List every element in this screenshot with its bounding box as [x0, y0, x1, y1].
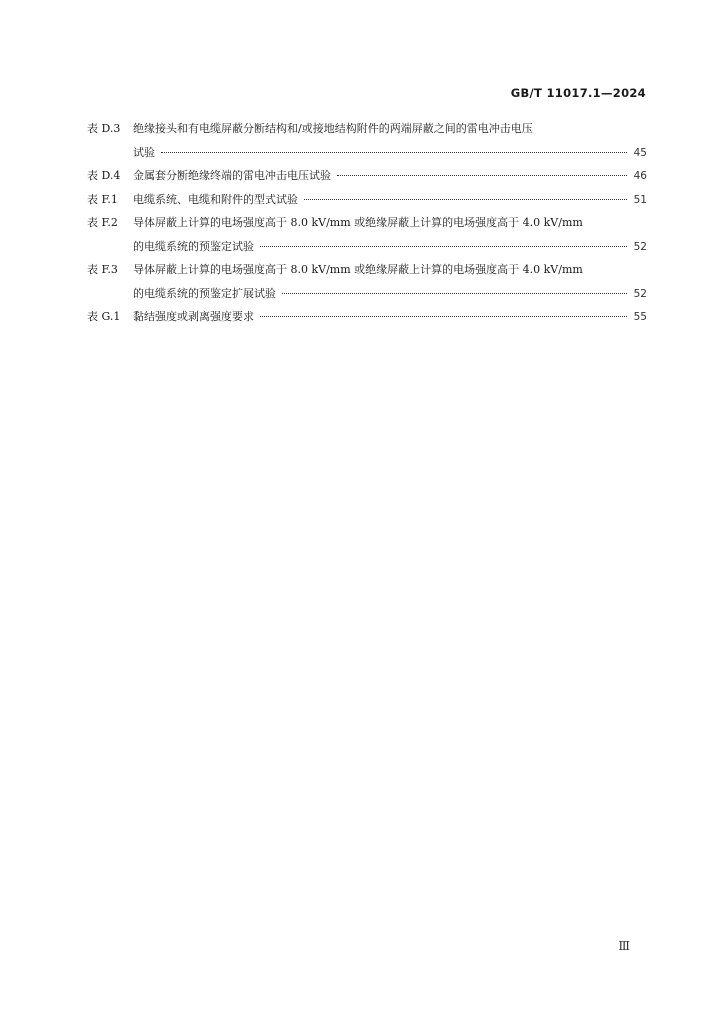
toc-entry-line	[87, 235, 647, 259]
toc-entry-table-g1[interactable]	[87, 305, 647, 329]
toc-entry-table-d3[interactable]	[87, 117, 647, 164]
toc-entry-title: 金属套分断绝缘终端的雷电冲击电压试验	[133, 169, 331, 182]
toc-entry-title-cont: 试验	[133, 145, 155, 159]
toc-entry-table-f1[interactable]	[87, 188, 647, 212]
dot-leader	[337, 165, 627, 176]
dot-leader	[260, 236, 627, 247]
toc-entry-table-f2[interactable]	[87, 211, 647, 258]
toc-entry-line	[87, 282, 647, 306]
toc-entry-title: 黏结强度或剥离强度要求	[133, 310, 254, 323]
toc-entry-table-d4[interactable]	[87, 164, 647, 188]
dot-leader	[260, 306, 627, 317]
toc-entry-title: 电缆系统、电缆和附件的型式试验	[133, 192, 298, 206]
toc-entry-title: 导体屏蔽上计算的电场强度高于 8.0 kV/mm 或绝缘屏蔽上计算的电场强度高于 4.0 kV/mm	[133, 216, 583, 229]
toc-entry-page: 52	[633, 287, 647, 300]
table-of-contents	[87, 117, 647, 329]
toc-entry-label: 表 G.1	[87, 310, 121, 323]
toc-entry-page: 52	[633, 240, 647, 253]
toc-entry-line	[87, 188, 647, 212]
toc-entry-title: 导体屏蔽上计算的电场强度高于 8.0 kV/mm 或绝缘屏蔽上计算的电场强度高于 4.0 kV/mm	[133, 263, 583, 276]
toc-entry-line	[87, 164, 647, 188]
toc-entry-table-f3[interactable]	[87, 258, 647, 305]
page-number: Ⅲ	[618, 939, 630, 953]
toc-entry-title-cont: 的电缆系统的预鉴定扩展试验	[133, 286, 276, 300]
toc-entry-label: 表 F.2	[87, 216, 118, 229]
toc-entry-label: 表 D.3	[87, 122, 121, 135]
toc-entry-label: 表 D.4	[87, 169, 121, 182]
toc-entry-page: 51	[633, 193, 647, 206]
standard-id-header: GB/T 11017.1—2024	[510, 86, 646, 100]
toc-entry-page: 46	[633, 170, 647, 182]
toc-entry-label: 表 F.1	[87, 192, 118, 206]
toc-entry-line	[87, 117, 647, 141]
dot-leader	[304, 189, 627, 200]
dot-leader	[161, 142, 627, 153]
dot-leader	[282, 283, 627, 294]
toc-entry-line	[87, 141, 647, 165]
toc-entry-page: 55	[633, 311, 647, 323]
toc-entry-title: 绝缘接头和有电缆屏蔽分断结构和/或接地结构附件的两端屏蔽之间的雷电冲击电压	[133, 122, 533, 135]
toc-entry-title-cont: 的电缆系统的预鉴定试验	[133, 239, 254, 253]
toc-entry-line	[87, 258, 647, 282]
toc-entry-line	[87, 211, 647, 235]
toc-entry-line	[87, 305, 647, 329]
toc-entry-page: 45	[633, 146, 647, 159]
toc-entry-label: 表 F.3	[87, 263, 118, 276]
